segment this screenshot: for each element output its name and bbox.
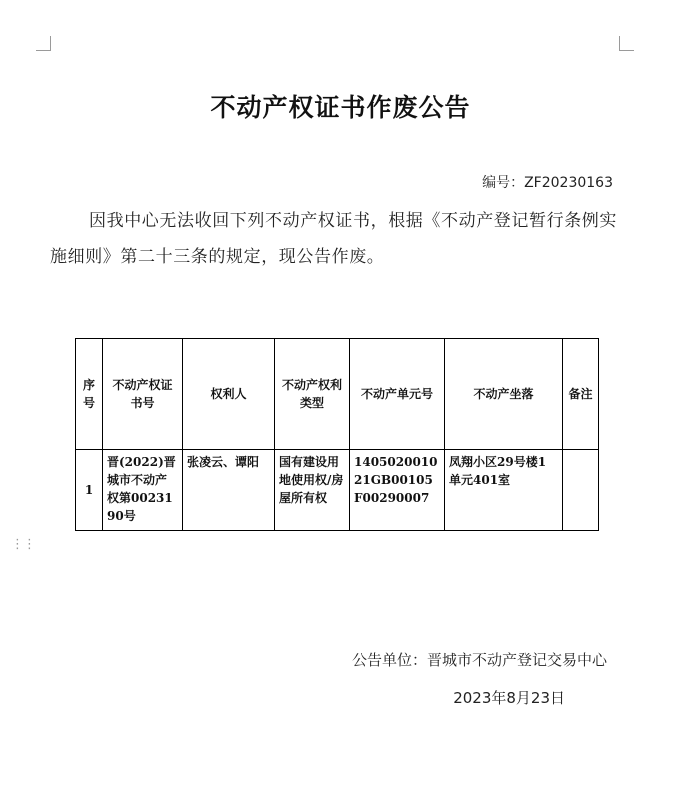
cell-cert-no: 晋(2022)晋城市不动产权第0023190号 (103, 450, 183, 531)
header-owner: 权利人 (183, 339, 275, 450)
cell-unit-no: 140502001021GB00105F00290007 (350, 450, 445, 531)
header-right-type: 不动产权利类型 (275, 339, 350, 450)
cell-right-type: 国有建设用地使用权/房屋所有权 (275, 450, 350, 531)
table-row (76, 450, 599, 531)
table-header-row (76, 339, 599, 450)
header-remark: 备注 (563, 339, 599, 450)
cell-index: 1 (76, 450, 103, 531)
page-corner-mark-top-left (36, 36, 51, 51)
document-title: 不动产权证书作废公告 (210, 93, 471, 122)
cell-owner: 张凌云、谭阳 (183, 450, 275, 531)
header-index: 序号 (76, 339, 103, 450)
page-corner-mark-top-right (619, 36, 634, 51)
drag-handle-icon[interactable]: ⋮⋮ (11, 537, 35, 552)
cell-remark (563, 450, 599, 531)
header-unit-no: 不动产单元号 (350, 339, 445, 450)
cell-location: 凤翔小区29号楼1单元401室 (445, 450, 563, 531)
header-location: 不动产坐落 (445, 339, 563, 450)
header-cert-no: 不动产权证书号 (103, 339, 183, 450)
body-paragraph: 因我中心无法收回下列不动产权证书，根据《不动产登记暂行条例实施细则》第二十三条的规定，现公告作废。 (50, 211, 617, 267)
document-number: 编号：ZF20230163 (482, 175, 613, 191)
issuing-unit: 公告单位：晋城市不动产登记交易中心 (351, 651, 607, 669)
issue-date: 2023年8月23日 (453, 689, 565, 707)
certificate-table (75, 338, 599, 531)
